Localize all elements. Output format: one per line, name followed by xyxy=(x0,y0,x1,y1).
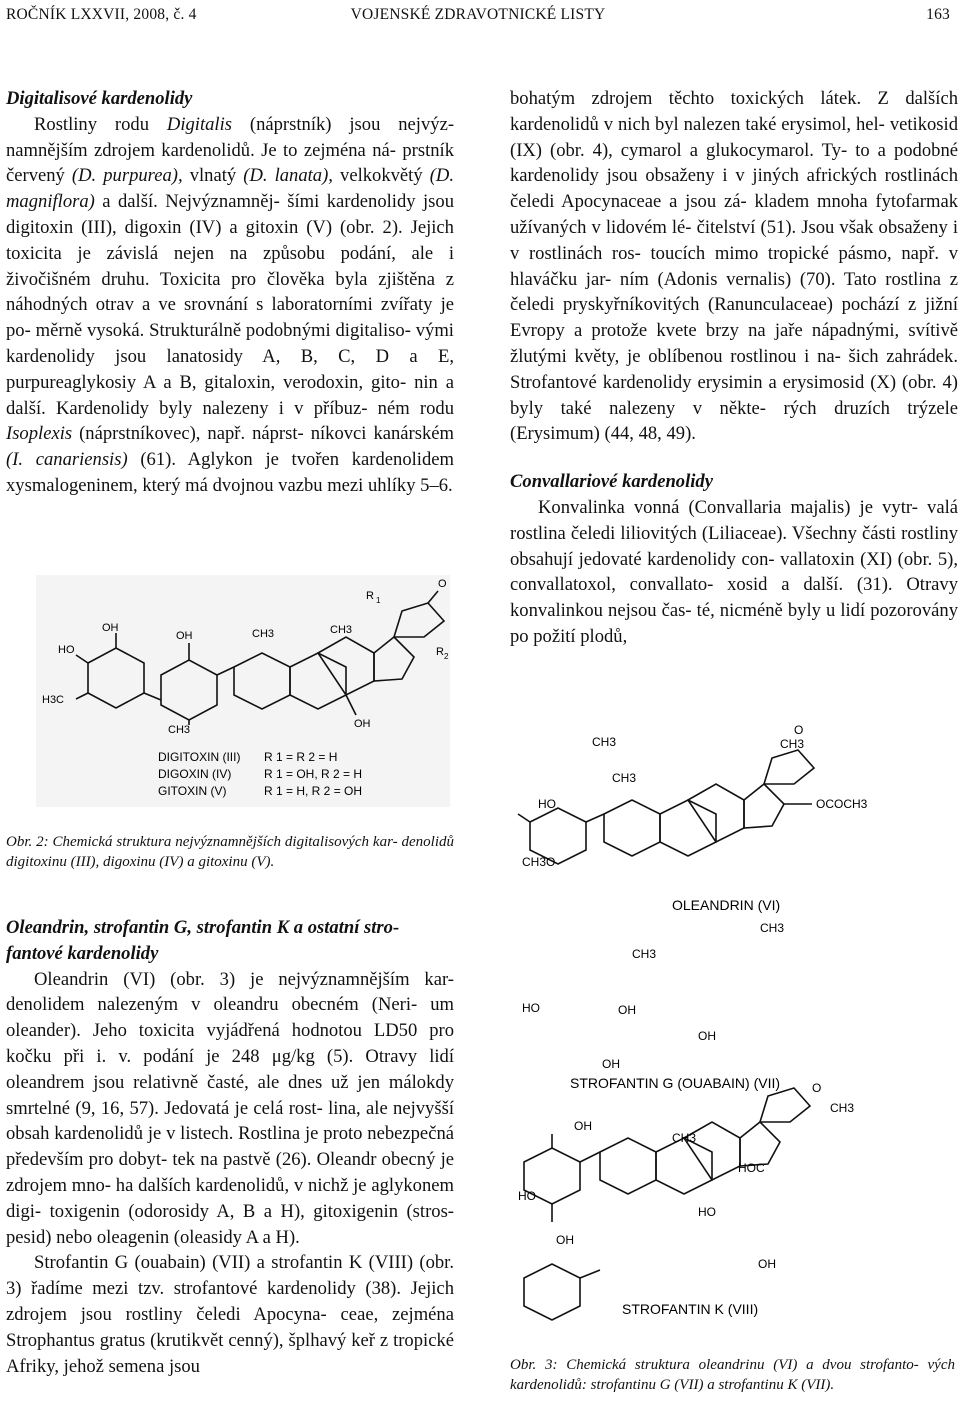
fig2-label-ch3-b: CH3 xyxy=(252,628,275,640)
fig3-label-ch3-b: CH3 xyxy=(612,771,637,785)
text-run: Toxicita pro člověka byla zjištěna z náhodných xyxy=(6,268,454,316)
fig3-label-oh-a: OH xyxy=(618,1003,636,1017)
fig2-label-h3c: H3C xyxy=(42,694,65,706)
fig3-title-oleandrin: OLEANDRIN (VI) xyxy=(672,897,781,913)
text-run: dvojnou vazbu mezi uhlíky 5–6. xyxy=(212,474,453,496)
fig2-label-oh2: OH xyxy=(176,630,193,642)
figure-2-caption-block xyxy=(6,832,454,872)
text-run: měrně vysoká. Strukturálně podobnými digitaliso- xyxy=(35,320,411,342)
fig3-label-ch3-a: CH3 xyxy=(592,735,617,749)
fig2-legend-rule-3: R 1 = H, R 2 = OH xyxy=(264,784,363,798)
fig2-label-r2: R xyxy=(436,646,444,658)
italic-term: (D. lanata), xyxy=(243,165,333,187)
fig2-label-o: O xyxy=(438,578,447,590)
text-run: šími kardenolidy jsou digitoxin (III), digoxin (IV) xyxy=(6,191,454,238)
left-column xyxy=(6,86,454,499)
figure-3-caption: Obr. 3: Chemická struktura oleandrinu (VI) a dvou strofanto- vých kardenolidů: strofantinu G (VII) a strofantinu K (VII). xyxy=(510,1357,955,1393)
italic-term: (D. purpurea), xyxy=(71,165,183,187)
fig2-label-oh3: OH xyxy=(354,718,371,730)
fig3-label-o-a: O xyxy=(794,723,804,737)
running-header xyxy=(6,6,950,26)
fig2-label-ch3-c: CH3 xyxy=(330,624,353,636)
text-run: (náprstník) jsou nejvýz- xyxy=(232,113,455,135)
text-run: je tvořen kardenolidem xysmalogeninem, který má xyxy=(6,449,454,496)
italic-term: (D. magniflora) xyxy=(6,165,454,213)
fig2-legend-rule-2: R 1 = OH, R 2 = H xyxy=(264,767,363,781)
text-run: vlnatý xyxy=(182,165,244,187)
fig3-label-ho-c: HO xyxy=(518,1189,536,1203)
fig3-label-oh-b: OH xyxy=(698,1029,716,1043)
fig3-label-ch3-f: CH3 xyxy=(830,1101,855,1115)
fig2-legend-name-3: GITOXIN (V) xyxy=(158,784,227,798)
fig2-label-oh: OH xyxy=(102,622,119,634)
fig3-title-strofantin-g: STROFANTIN G (OUABAIN) (VII) xyxy=(570,1075,781,1091)
fig3-label-oh-e: OH xyxy=(758,1257,776,1271)
fig3-label-hoc: HOC xyxy=(738,1161,765,1175)
fig3-label-ococh3: OCOCH3 xyxy=(816,797,868,811)
fig3-label-ch3-c: CH3 xyxy=(780,737,805,751)
fig3-label-o-b: O xyxy=(812,1081,822,1095)
fig3-label-oh-f: OH xyxy=(556,1233,574,1247)
figure-3-strofantin-structures xyxy=(512,722,952,1322)
text-run: namnějším zdrojem kardenolidů. Je to zejména ná- xyxy=(6,139,396,161)
fig2-label-r1-sub: 1 xyxy=(376,596,381,605)
text-run: a další. Nejvýznamněj- xyxy=(94,191,280,213)
section-heading-oleandrin: Oleandrin, strofantin G, strofantin K a ostatní stro- fantové kardenolidy xyxy=(6,917,400,964)
text-run: ném rodu xyxy=(377,397,454,419)
fig3-label-ho-b: HO xyxy=(522,1001,540,1015)
paragraph-oleandrin: Oleandrin (VI) (obr. 3) je nejvýznamnějším kar- denolidem nalezeným v oleandru obecném (Neri- um oleander). Jeho toxicita vyjádřená hodnotou LD50 pro kočku při i. v. podání je 248 μg/kg (5). Otravy lidí oleandrem jsou relativně časté, ale dnes už jen málokdy smrtelné (9, 16, 57). Jedovatá je celá rost- lina, ale nejvyšší obsah kardenolidů je v listech. Rostlina je proto nebezpečná především pro dobyt- tek na pastvě (26). Oleandr obecný je zdrojem mno- ha dalších kardenolidů, v nichž je aglykonem digi- toxigenin (odorosidy A, B a H), gitoxigenin (stros- pesid) nebo oleagenin (oleasidy A a H). xyxy=(6,968,454,1248)
journal-volume: ROČNÍK LXXVII, 2008, č. 4 xyxy=(6,6,197,23)
paragraph-digitalis xyxy=(6,112,454,499)
text-run: prstník červený xyxy=(6,139,454,187)
fig3-label-oh-d: OH xyxy=(574,1119,592,1133)
figure-3-caption-block xyxy=(510,1355,955,1395)
fig2-label-ho: HO xyxy=(58,644,75,656)
text-run: nin a další. Kardenolidy byly nalezeny i v příbuz- xyxy=(6,371,454,419)
fig2-label-ch3: CH3 xyxy=(168,724,191,736)
text-run: vými kardenolidy jsou lanatosidy A, B, C, D a E, xyxy=(6,320,454,367)
left-column-lower xyxy=(6,915,454,1379)
fig2-legend-name-2: DIGOXIN (IV) xyxy=(158,767,232,781)
fig3-label-oh-c: OH xyxy=(602,1057,620,1071)
text-run: (61). Aglykon xyxy=(127,449,253,471)
text-run: Rostliny rodu xyxy=(34,113,167,135)
fig2-label-r1: R xyxy=(366,590,374,602)
fig2-legend-rule-1: R 1 = R 2 = H xyxy=(264,750,338,764)
italic-term: (I. canariensis) xyxy=(6,449,128,471)
fig3-label-ho-d: HO xyxy=(698,1205,716,1219)
fig3-label-ch3-g: CH3 xyxy=(672,1131,697,1145)
italic-term: Digitalis xyxy=(166,113,232,135)
page-number: 163 xyxy=(926,6,950,23)
fig2-label-r2-sub: 2 xyxy=(444,652,449,661)
text-run: velkokvětý xyxy=(340,165,430,187)
fig2-legend-name-1: DIGITOXIN (III) xyxy=(158,750,241,764)
fig3-label-ch3-e: CH3 xyxy=(760,921,785,935)
fig3-title-strofantin-k: STROFANTIN K (VIII) xyxy=(622,1301,759,1317)
italic-term: Isoplexis xyxy=(6,423,73,445)
section-heading-digitalis: Digitalisové kardenolidy xyxy=(6,88,193,109)
section-heading-convallaria: Convallariové kardenolidy xyxy=(510,471,713,493)
fig3-label-ch3-d: CH3 xyxy=(632,947,657,961)
journal-title: VOJENSKÉ ZDRAVOTNICKÉ LISTY xyxy=(350,6,606,23)
paragraph-continued: bohatým zdrojem těchto toxických látek. Z dalších kardenolidů v nich byl nalezen také erysimol, hel- vetikosid (IX) (obr. 4), cymarol a glukocymarol. Ty- to a podobné kardenolidy jsou obsaženy i v jiných afrických rostlinách čeledi Apocynaceae a jsou zá- kladem mnoha fytofarmak užívaných v lidovém lé- čitelství (51). Jsou však obsaženy i v rostlinách ros- toucích mimo tropické pásmo, např. v hlaváčku jar- ním (Adonis vernalis) (70). Tato rostlina z čeledi pryskyřníkovitých (Ranunculaceae) pochází z jižní Evropy a protože kvete brzy na jaře nápadnými, svítivě žlutými květy, je oblíbenou rostlinou i na- šich zahrádek. Strofantové kardenolidy erysimin a erysimosid (X) (obr. 4) byly také nalezeny v někte- rých druzích trýzele (Erysimum) (44, 48, 49). xyxy=(510,88,958,445)
text-run: níkovci kanárském xyxy=(310,423,454,445)
paragraph-strofantin: Strofantin G (ouabain) (VII) a strofantin K (VIII) (obr. 3) řadíme mezi tzv. strofantové kardenolidy (38). Jejich zdrojem jsou rostliny čeledi Apocyna- ceae, zejména Strophantus gratus (krutikvět cenný), šplhavý keř z tropické Afriky, jehož semena jsou xyxy=(6,1252,454,1377)
fig3-label-ch3o: CH3O xyxy=(522,855,556,869)
text-run: purpureaglykosiy A a B, gitaloxin, verodoxin, gito- xyxy=(6,371,407,393)
figure-2-caption: Obr. 2: Chemická struktura nejvýznamnějších digitalisových kar- denolidů digitoxinu (III), digoxinu (IV) a gitoxinu (V). xyxy=(6,834,454,870)
figure-2-digitoxin-structure xyxy=(36,575,450,807)
text-run: otrav a ve srovnání s laboratorními zvířaty je po- xyxy=(6,294,454,342)
text-run: nejen na způsobu podání, ale i živočišném druhu. xyxy=(6,242,455,290)
paragraph-convallaria: Konvalinka vonná (Convallaria majalis) je vytr- valá rostlina čeledi liliovitých (Liliaceae). Všechny části rostliny obsahují jedovaté kardenolidy con- vallatoxin (XI) (obr. 5), convallatoxol, convallato- xosid a další. (31). Otravy konvalinkou nejsou čas- té, nicméně byly u lidí pozorovány po požití plodů, xyxy=(510,496,958,647)
text-run: (náprstníkovec), např. náprst- xyxy=(72,423,304,445)
text-run: a gitoxin (V) (obr. 2). Jejich toxicita je závislá xyxy=(6,216,454,264)
fig3-label-ho-a: HO xyxy=(538,797,556,811)
right-column xyxy=(510,86,958,650)
